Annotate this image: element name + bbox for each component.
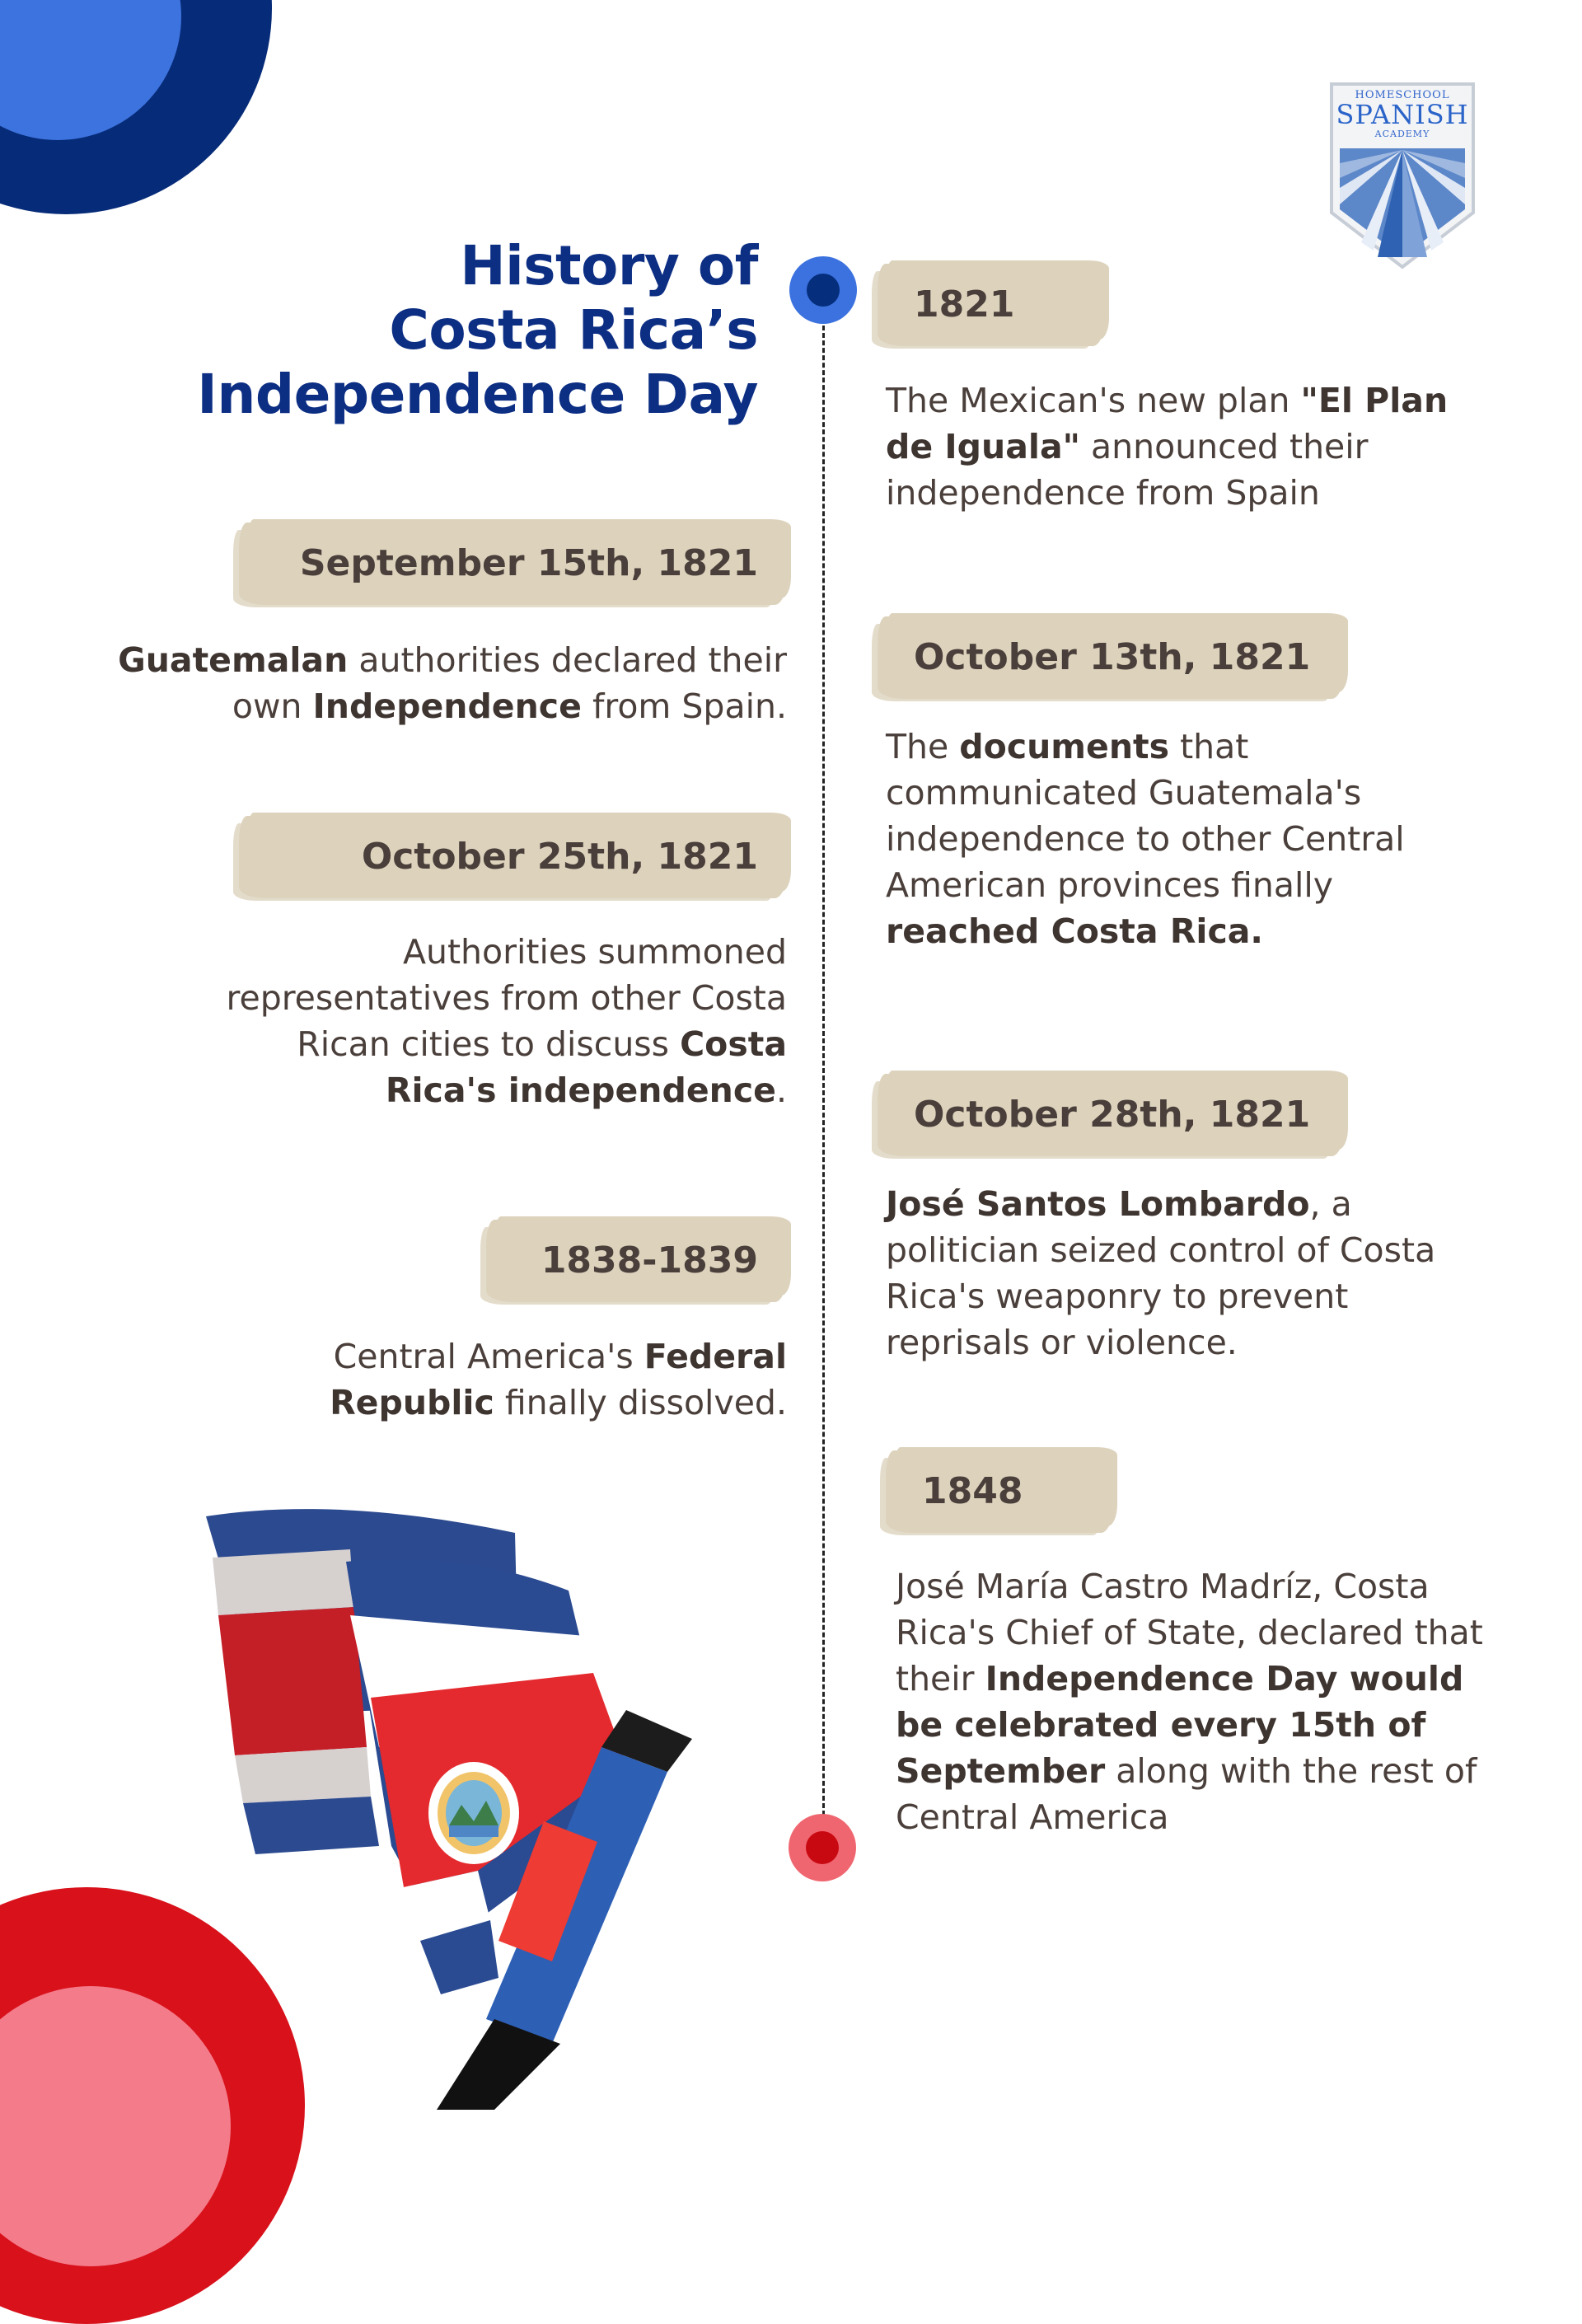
event-description (886, 377, 1454, 516)
description-text: Central America's (333, 1337, 644, 1376)
event-description (886, 1181, 1479, 1366)
event-description (115, 637, 787, 729)
event-date-label: 1838-1839 (486, 1220, 786, 1302)
logo-top-text: HOMESCHOOL (1355, 89, 1450, 101)
emphasized-text: Guatemalan (118, 640, 349, 680)
description-text: along with the rest of Central America (896, 1751, 1477, 1837)
emphasized-text: "El Plan de Iguala" (886, 381, 1449, 466)
title-line-3: Independence Day (197, 363, 758, 426)
emphasized-text: José Santos Lombardo (886, 1184, 1310, 1224)
description-text: The Mexican's new plan (886, 381, 1301, 420)
emphasized-text: Independence Day would be celebrated every 15th of September (896, 1659, 1464, 1791)
description-text: , a politician seized control of Costa Rica's weaponry to prevent reprisals or violence. (886, 1184, 1436, 1362)
page-title (124, 234, 758, 427)
description-text: Authorities summoned representatives from other Costa Rican cities to discuss (226, 932, 787, 1064)
logo-main-text: SPANISH (1336, 99, 1469, 130)
event-date-label: October 28th, 1821 (878, 1074, 1343, 1156)
description-text: from Spain. (581, 686, 787, 726)
event-description (288, 1333, 787, 1426)
timeline-start-dot-center (807, 274, 840, 307)
description-text: The (886, 727, 960, 766)
emphasized-text: Costa Rica's independence (385, 1024, 787, 1110)
description-text: José María Castro Madríz, Costa Rica's Chief of State, declared that their (896, 1567, 1483, 1698)
event-description (190, 929, 787, 1113)
emphasized-text: Independence (312, 686, 582, 726)
event-date-label: October 13th, 1821 (878, 616, 1343, 699)
logo-sub-text: ACADEMY (1374, 129, 1430, 139)
emphasized-text: reached Costa Rica. (886, 911, 1263, 951)
event-description (896, 1563, 1489, 1840)
event-date-label: October 25th, 1821 (239, 816, 786, 898)
description-text: finally dissolved. (494, 1383, 787, 1422)
homeschool-spanish-academy-logo (1328, 81, 1477, 270)
description-text: . (775, 1071, 787, 1110)
title-line-1: History of (460, 234, 758, 298)
description-text: announced their independence from Spain (886, 427, 1369, 513)
event-date-label: 1821 (878, 264, 1104, 346)
costa-rica-flag-illustration (198, 1500, 775, 2110)
emphasized-text: documents (959, 727, 1170, 766)
event-description (886, 724, 1454, 954)
description-text: that communicated Guatemala's independence to other Central American provinces finally (886, 727, 1405, 905)
costa-rica-flag-icon (198, 1500, 775, 2110)
description-text: authorities declared their own (232, 640, 787, 726)
event-date-label: 1848 (886, 1450, 1112, 1533)
timeline-line (822, 288, 825, 1838)
title-line-2: Costa Rica’s (389, 298, 758, 362)
emphasized-text: Federal Republic (330, 1337, 787, 1422)
event-date-label: September 15th, 1821 (239, 522, 786, 605)
timeline-end-dot-center (806, 1831, 839, 1864)
